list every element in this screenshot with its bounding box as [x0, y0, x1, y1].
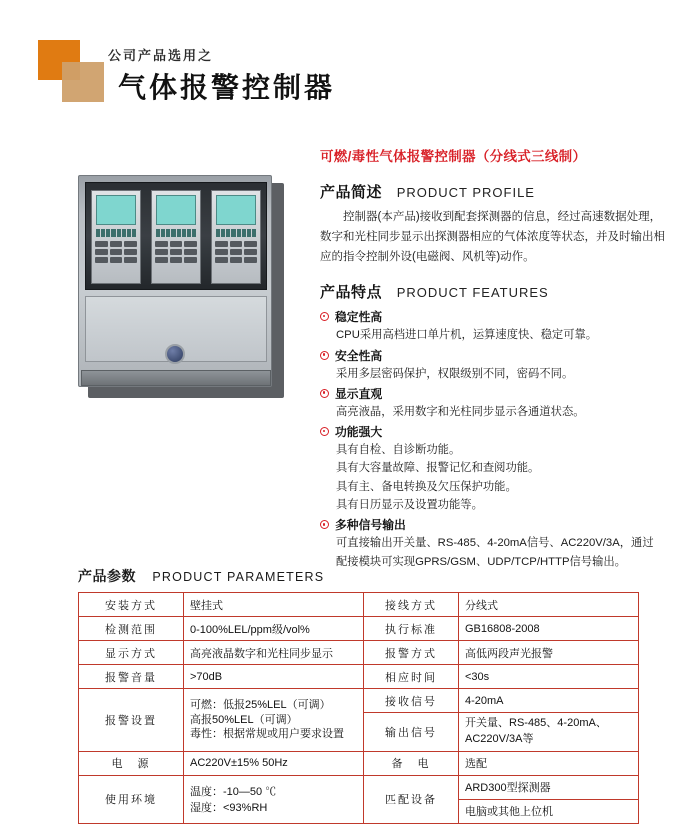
spec-value: 高低两段声光报警: [459, 641, 639, 665]
spec-value: 电脑或其他上位机: [459, 799, 639, 823]
bargraph-icon: [156, 229, 196, 237]
spec-value-line: 温度：-10—50 ℃: [190, 786, 277, 799]
spec-label: 接收信号: [364, 689, 459, 713]
feature-heading: [320, 423, 670, 440]
feature-heading: [320, 308, 670, 325]
section-title-features-en: PRODUCT FEATURES: [396, 285, 549, 301]
spec-value: 选配: [459, 751, 639, 775]
bargraph-icon: [216, 229, 256, 237]
table-row: [79, 689, 639, 713]
spec-value: 开关量、RS-485、4-20mA、AC220V/3A等: [459, 713, 639, 752]
table-row: [79, 665, 639, 689]
channel-module: [91, 190, 141, 284]
parameters-title-en: PRODUCT PARAMETERS: [152, 570, 325, 584]
parameters-title-cn: 产品参数: [78, 568, 136, 584]
feature-item: [320, 308, 670, 344]
feature-detail: 可直接输出开关量、RS-485、4-20mA信号、AC220V/3A，通过: [336, 537, 654, 550]
spec-label: 接线方式: [364, 593, 459, 617]
bullet-circle-icon: [320, 312, 329, 321]
spec-value-line: 湿度：<93%RH: [190, 802, 268, 815]
spec-label: 报警方式: [364, 641, 459, 665]
channel-module: [211, 190, 261, 284]
spec-value-line: 高报50%LEL（可调）: [190, 713, 298, 726]
spec-value-line: 毒性：根据常规或用户要求设置: [190, 728, 344, 741]
feature-heading: [320, 347, 670, 364]
specifications-table: [78, 592, 639, 824]
spec-label: 执行标准: [364, 617, 459, 641]
spec-value: >70dB: [184, 665, 364, 689]
spec-label: 电 源: [79, 751, 184, 775]
feature-heading-text: 安全性高: [335, 348, 383, 363]
spec-value: 壁挂式: [184, 593, 364, 617]
table-row: [79, 593, 639, 617]
spec-label: 备 电: [364, 751, 459, 775]
header-subtitle: 公司产品选用之: [108, 48, 214, 63]
spec-label: 报警设置: [79, 689, 184, 752]
profile-paragraph: 控制器(本产品)接收到配套探测器的信息，经过高速数据处理，数字和光柱同步显示出探测器相应的气体浓度等状态，并及时输出相应的指令控制外设(电磁阀、风机等)动作。: [320, 211, 665, 263]
bullet-circle-icon: [320, 351, 329, 360]
spec-value-multiline: [184, 775, 364, 823]
feature-detail: 具有日历显示及设置功能等。: [336, 499, 483, 512]
channel-module: [151, 190, 201, 284]
feature-item: [320, 423, 670, 514]
feature-detail: 具有大容量故障、报警记忆和查阅功能。: [336, 462, 540, 475]
product-subtitle-red: 可燃/毒性气体报警控制器（分线式三线制）: [320, 149, 587, 164]
spec-value: <30s: [459, 665, 639, 689]
bullet-circle-icon: [320, 389, 329, 398]
spec-value: 4-20mA: [459, 689, 639, 713]
lcd-display-icon: [216, 195, 256, 225]
feature-detail: 配接模块可实现GPRS/GSM、UDP/TCP/HTTP信号输出。: [336, 555, 626, 568]
spec-value: GB16808-2008: [459, 617, 639, 641]
spec-value: 分线式: [459, 593, 639, 617]
feature-detail: CPU采用高档进口单片机，运算速度快、稳定可靠。: [336, 329, 598, 342]
spec-label: 安装方式: [79, 593, 184, 617]
keypad-icon: [215, 241, 257, 263]
product-photo: [78, 175, 288, 400]
spec-value: 0-100%LEL/ppm级/vol%: [184, 617, 364, 641]
feature-heading: [320, 385, 670, 402]
feature-heading-text: 稳定性高: [335, 310, 383, 325]
spec-label: 使用环境: [79, 775, 184, 823]
bullet-circle-icon: [320, 520, 329, 529]
feature-item: [320, 347, 670, 383]
feature-heading-text: 多种信号输出: [335, 518, 406, 533]
page-title: 气体报警控制器: [118, 72, 336, 103]
section-title-profile: [320, 181, 670, 202]
parameters-title: [78, 566, 638, 586]
controller-base: [81, 370, 271, 386]
description-column: [320, 145, 670, 573]
feature-item: [320, 385, 670, 421]
lcd-display-icon: [156, 195, 196, 225]
bargraph-icon: [96, 229, 136, 237]
spec-value-line: 可燃：低报25%LEL（可调）: [190, 698, 331, 711]
controller-upper-bezel: [85, 182, 267, 290]
spec-label: 输出信号: [364, 713, 459, 752]
indicator-lamp-icon: [165, 344, 185, 364]
keypad-icon: [155, 241, 197, 263]
feature-detail: 具有主、备电转换及欠压保护功能。: [336, 480, 517, 493]
spec-label: 相应时间: [364, 665, 459, 689]
table-row: [79, 751, 639, 775]
section-title-features-cn: 产品特点: [320, 284, 383, 302]
decor-square-tan: [62, 62, 104, 102]
feature-heading: [320, 516, 670, 533]
feature-detail: 具有自检、自诊断功能。: [336, 444, 461, 457]
section-title-features: [320, 281, 670, 302]
controller-enclosure: [78, 175, 272, 387]
feature-item: [320, 516, 670, 571]
section-title-profile-cn: 产品简述: [320, 184, 383, 201]
spec-label: 匹配设备: [364, 775, 459, 823]
table-row: [79, 775, 639, 799]
spec-value: ARD300型探测器: [459, 775, 639, 799]
spec-value: 高亮液晶数字和光柱同步显示: [184, 641, 364, 665]
spec-label: 报警音量: [79, 665, 184, 689]
spec-value-multiline: [184, 689, 364, 752]
section-title-profile-en: PRODUCT PROFILE: [396, 185, 535, 200]
parameters-section: [78, 566, 638, 824]
page-header: [0, 0, 700, 118]
keypad-icon: [95, 241, 137, 263]
spec-label: 检测范围: [79, 617, 184, 641]
table-row: [79, 641, 639, 665]
feature-detail: 高亮液晶，采用数字和光柱同步显示各通道状态。: [336, 405, 585, 418]
lcd-display-icon: [96, 195, 136, 225]
spec-value: AC220V±15% 50Hz: [184, 751, 364, 775]
bullet-circle-icon: [320, 427, 329, 436]
spec-label: 显示方式: [79, 641, 184, 665]
table-row: [79, 617, 639, 641]
feature-heading-text: 显示直观: [335, 386, 383, 401]
feature-detail: 采用多层密码保护，权限级别不同，密码不同。: [336, 367, 574, 380]
feature-heading-text: 功能强大: [335, 425, 383, 440]
